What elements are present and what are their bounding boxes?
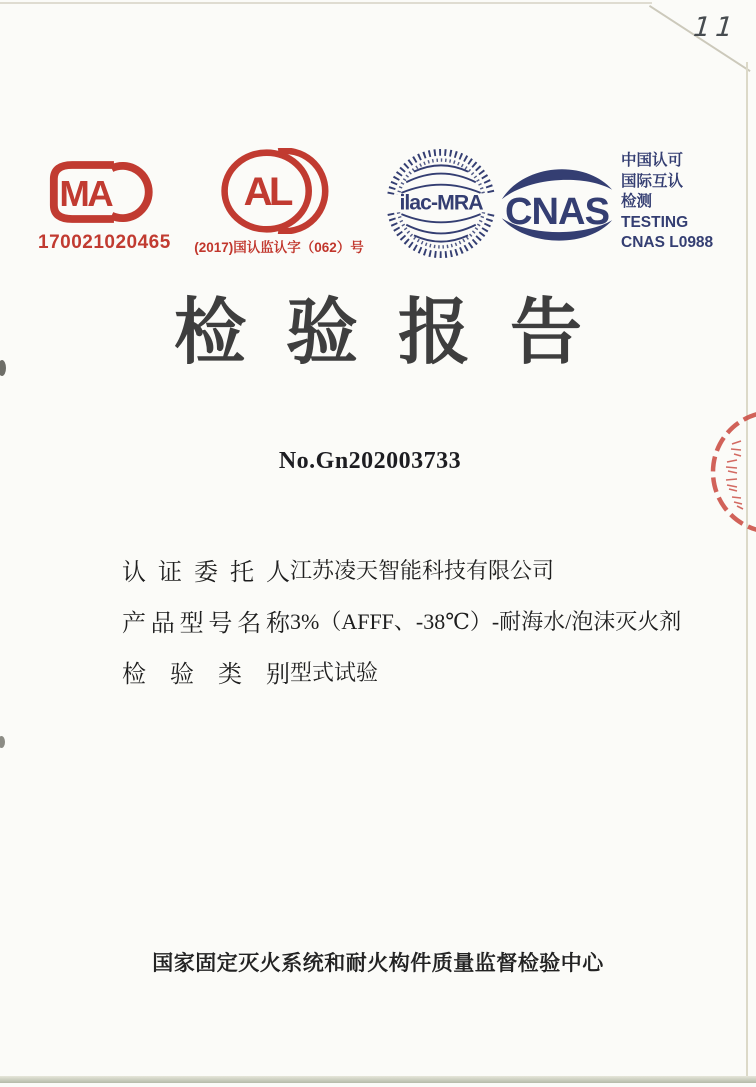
svg-text:CNAS: CNAS: [505, 190, 609, 233]
cma-certificate-number: 170021020465: [38, 232, 171, 253]
report-number: No.Gn202003733: [278, 448, 462, 474]
cnas-logo-icon: [498, 158, 616, 250]
field-row-applicant: [122, 544, 682, 595]
report-title: 检验报告: [173, 293, 622, 373]
cal-logo-icon: [218, 148, 334, 234]
cnas-side-line: 检测: [621, 193, 653, 210]
field-value: 3%（AFFF、-38℃）-耐海水/泡沫灭火剂: [290, 609, 682, 634]
report-fields: [122, 544, 682, 697]
field-label: 产品型号名称: [122, 611, 290, 637]
cma-logo-icon: [46, 158, 154, 226]
handwritten-page-number: 11: [688, 12, 742, 43]
ilac-mra-logo-icon: [385, 145, 497, 262]
field-value: 江苏凌天智能科技有限公司: [290, 558, 555, 583]
cal-approval-caption: (2017)国认监认字（062）号: [194, 240, 364, 255]
field-value: 型式试验: [290, 660, 379, 685]
svg-text:ilac-MRA: ilac-MRA: [399, 190, 483, 215]
scan-bottom-edge-band: [0, 1076, 756, 1083]
cnas-side-line: TESTING: [621, 213, 689, 231]
cnas-accreditation-text: [621, 151, 737, 254]
field-label: 检验类别: [122, 662, 290, 688]
field-label: 认证委托人: [122, 560, 290, 586]
field-row-product-model: [122, 595, 682, 646]
field-row-test-type: [122, 646, 682, 697]
cnas-registration-number: CNAS L0988: [621, 234, 714, 251]
scan-speck: [0, 736, 5, 748]
svg-text:MA: MA: [59, 172, 112, 214]
svg-text:AL: AL: [243, 169, 290, 215]
red-seal-stamp-icon: [706, 402, 756, 542]
cnas-side-line: 中国认可: [621, 152, 684, 169]
issuing-center-name: 国家固定灭火系统和耐火构件质量监督检验中心: [152, 951, 604, 975]
scan-right-edge-line: [746, 62, 748, 1078]
scan-top-edge-line: [0, 2, 652, 4]
cnas-side-line: 国际互认: [621, 172, 684, 190]
